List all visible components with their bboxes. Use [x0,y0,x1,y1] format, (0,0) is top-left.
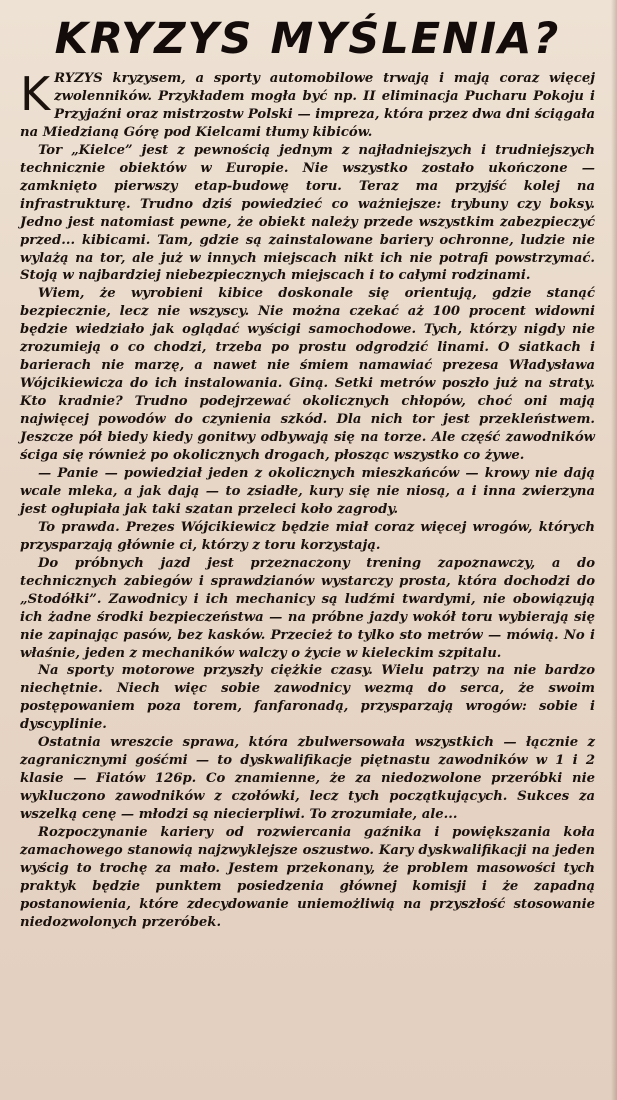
paragraph-1-text: RYZYS kryzysem, a sporty automobilowe trwają i mają coraz więcej zwolenników. Przykładem mogła być np. II eliminacja Pucharu Pokoju i Przyjaźni oraz mistrzostw Polski — impreza, która przez dwa dni ściągała na Miedzianą Górę pod Kielcami tłumy kibiców. [20,71,595,140]
paragraph-5: To prawda. Prezes Wójcikiewicz będzie miał coraz więcej wrogów, których przysparzają głównie ci, którzy z toru korzystają. [20,519,595,553]
drop-cap: K [20,67,51,121]
article-body [20,67,595,932]
paragraph-8: Ostatnia wreszcie sprawa, która zbulwersowała wszystkich — łącznie z zagranicznymi gośćmi — to dyskwalifikacje piętnastu zawodników w 1 i 2 klasie — Fiatów 126p. Co znamienne, że za niedozwolone przeróbki nie wykluczono zawodników z czołówki, lecz tych początkujących. Sukces za wszelką cenę — młodzi są niecierpliwi. To zrozumiałe, ale... [20,735,595,823]
paragraph-1 [20,67,595,142]
paragraph-4: — Panie — powiedział jeden z okolicznych mieszkańców — krowy nie dają wcale mleka, a jak dają — to zsiadłe, kury się nie niosą, a i inna zwierzyna jest ogłupiała jak taki szatan przeleci koło zagrody. [20,465,595,517]
paragraph-9: Rozpoczynanie kariery od rozwiercania gaźnika i powiększania koła zamachowego stanowią najzwyklejsze oszustwo. Kary dyskwalifikacji na jeden wyścig to trochę za mało. Jestem przekonany, że problem masowości tych praktyk będzie punktem posiedzenia głównej komisji i że zapadną postanowienia, które zdecydowanie uniemożliwią na przyszłość stosowanie niedozwolonych przeróbek. [20,825,595,930]
paragraph-3: Wiem, że wyrobieni kibice doskonale się orientują, gdzie stanąć bezpiecznie, lecz nie wszyscy. Nie można czekać aż 100 procent widowni będzie wiedziało jak oglądać wyścigi samochodowe. Tych, którzy nigdy nie zrozumieją o co chodzi, trzeba po prostu odgrodzić linami. O siatkach i barierach nie marzę, a nawet nie śmiem namawiać prezesa Władysława Wójcikiewicza do ich instalowania. Giną. Setki metrów poszło już na straty. Kto kradnie? Trudno podejrzewać okolicznych chłopów, choć oni mają najwięcej powodów do czynienia szkód. Dla nich tor jest przekleństwem. Jeszcze pół biedy kiedy gonitwy odbywają się na torze. Ale część zawodników ściga się również po okolicznych drogach, płosząc wszystko co żywe. [20,286,595,464]
paragraph-2: Tor „Kielce” jest z pewnością jednym z najładniejszych i trudniejszych technicznie obiektów w Europie. Nie wszystko zostało ukończone — zamknięto pierwszy etap-budowę toru. Teraz ma przyjść kolej na infrastrukturę. Trudno dziś powiedzieć co ważniejsze: trybuny czy boksy. Jedno jest natomiast pewne, że obiekt należy przede wszystkim zabezpieczyć przed... kibicami. Tam, gdzie są zainstalowane bariery ochronne, ludzie nie wylażą na tor, ale już w innych miejscach nikt ich nie potrafi powstrzymać. Stoją w najbardziej niebezpiecznych miejscach i to całymi rodzinami. [20,142,595,284]
headline: KRYZYS MYŚLENIA? [54,14,561,64]
paragraph-6: Do próbnych jazd jest przeznaczony trening zapoznawczy, a do technicznych zabiegów i sprawdzianów wystarczy prosta, która dochodzi do „Stodółki”. Zawodnicy i ich mechanicy są ludźmi twardymi, nie obowiązują ich żadne środki bezpieczeństwa — na próbne jazdy wokół toru wybierają się nie zapinając pasów, bez kasków. Przecież to tylko sto metrów — mówią. No i właśnie, jeden z mechaników walczy o życie w kieleckim szpitalu. [20,555,595,661]
paragraph-7: Na sporty motorowe przyszły ciężkie czasy. Wielu patrzy na nie bardzo niechętnie. Niech więc sobie zawodnicy wezmą do serca, że swoim postępowaniem poza torem, fanfaronadą, przysparzają wrogów: sobie i dyscyplinie. [20,663,595,733]
